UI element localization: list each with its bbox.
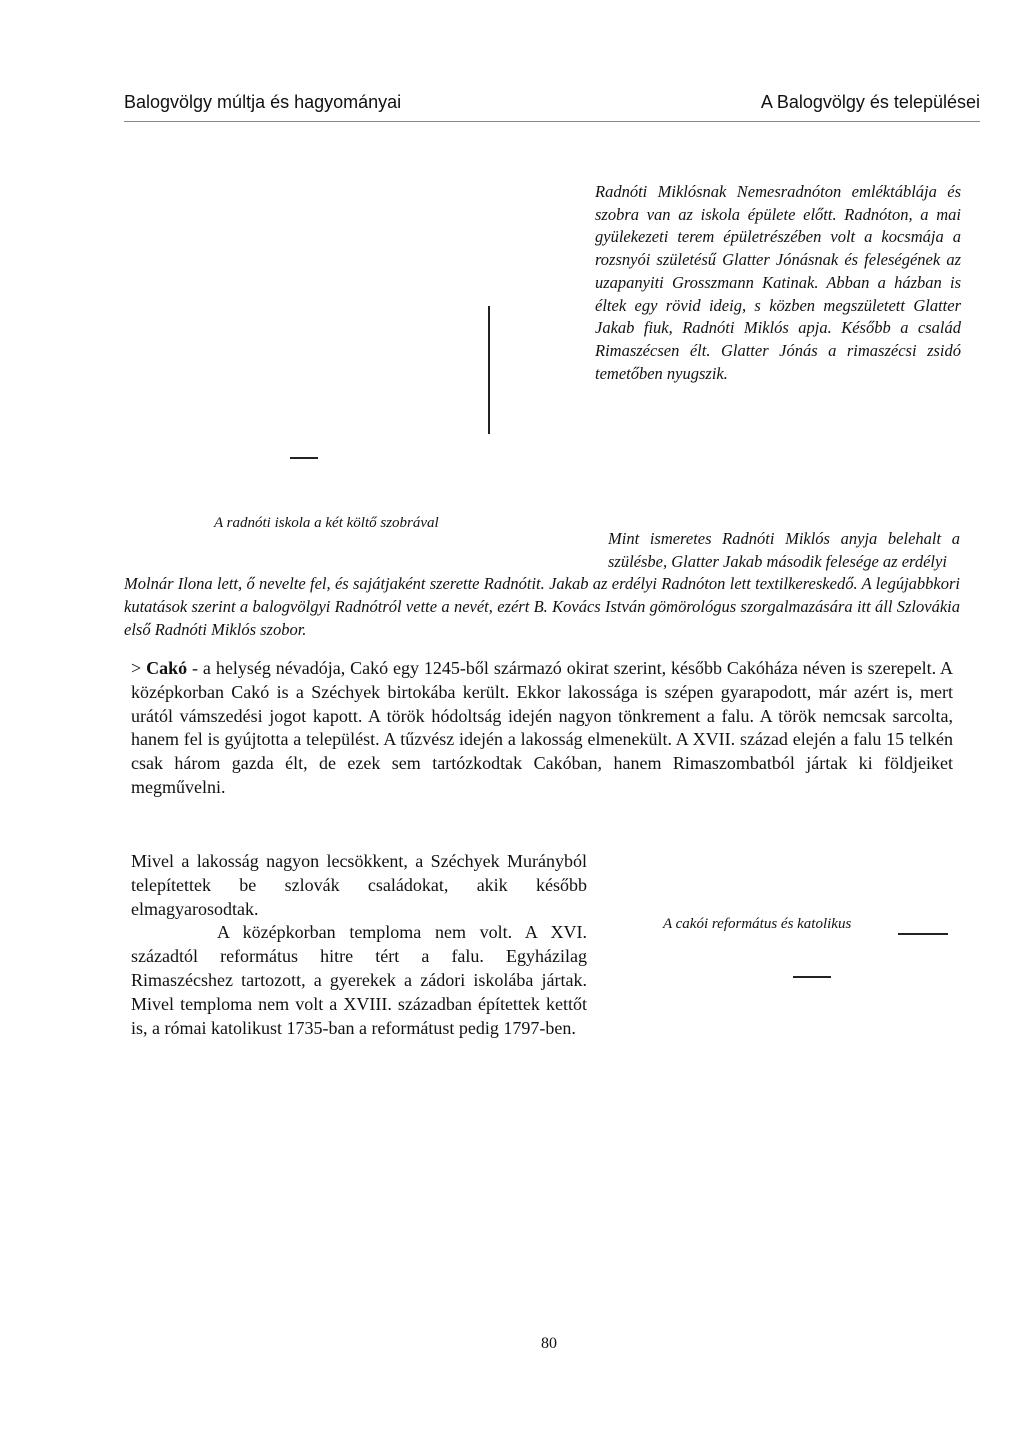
cako-marker: > — [131, 658, 142, 678]
photo-edge-vertical — [488, 306, 490, 434]
cako-column-text — [131, 850, 587, 1040]
cako-settlement-text: Mivel a lakosság nagyon lecsökkent, a Széchyek Murányból telepítettek be szlovák családokat, akik később elmagyarosodtak. — [131, 851, 587, 919]
header-right: A Balogvölgy és települései — [760, 92, 980, 112]
cako-church-text: A középkorban temploma nem volt. A XVI. századtól református hitre tért a falu. Egyházilag Rimaszécshez tartozott, a gyerekek a zádori iskolába jártak. Mivel temploma nem volt a XVIII. században építettek kettőt is, a római katolikust 1735-ban a reformátust pedig 1797-ben. — [131, 922, 587, 1038]
radnoti-continuation-text — [124, 528, 960, 642]
cako-paragraph — [131, 657, 953, 800]
photo-caption-cako-churches: A cakói református és katolikus — [663, 916, 852, 932]
photo-edge-horizontal — [290, 457, 318, 459]
running-header — [124, 92, 980, 113]
radnoti-continuation-first: Mint ismeretes Radnóti Miklós anyja belehalt a szülésbe, Glatter Jakab második felesége az erdélyi — [608, 529, 960, 571]
photo-edge-line-1 — [898, 933, 948, 935]
cako-text: - a helység névadója, Cakó egy 1245-ből származó okirat szerint, később Cakóháza néven is szerepelt. A középkorban Cakó is a Széchyek birtokába került. Ekkor lakossága is szépen gyarapodott, már azért is, mert urától vámszedési jogot kapott. A török hódoltság idején nagyon tönkrement a falu. A török nemcsak sarcolta, hanem fel is gyújtotta a települést. A tűzvész idején a lakosság elmenekült. A XVII. század elején a falu 15 telkén csak három gazda élt, de ezek sem tartózkodtak Cakóban, hanem Rimaszombatból jártak ki földjeiket megművelni. — [131, 658, 954, 797]
header-rule — [124, 121, 980, 122]
cako-heading: Cakó — [146, 658, 188, 678]
header-left: Balogvölgy múltja és hagyományai — [124, 92, 402, 112]
page-number: 80 — [541, 1335, 557, 1352]
radnoti-intro-text: Radnóti Miklósnak Nemesradnóton emléktáblája és szobra van az iskola épülete előtt. Radnóton, a mai gyülekezeti terem épületrészében volt a kocsmája a rozsnyói születésű Glatter Jónásnak és feleségének az uzapanyiti Grosszmann Katinak. Abban a házban is éltek egy rövid ideig, s közben megszületett Glatter Jakab fiuk, Radnóti Miklós apja. Később a család Rimaszécsen élt. Glatter Jónás a rimaszécsi zsidó temetőben nyugszik. — [595, 182, 961, 383]
photo-caption-radnoti-school: A radnóti iskola a két költő szobrával — [214, 515, 439, 531]
photo-edge-line-2 — [793, 976, 831, 978]
radnoti-continuation-rest: Molnár Ilona lett, ő nevelte fel, és sajátjaként szerette Radnótit. Jakab az erdélyi Radnóton lett textilkereskedő. A legújabbkori kutatások szerint a balogvölgyi Radnótról vette a nevét, ezért B. Kovács István gömörológus szorgalmazására itt áll Szlovákia első Radnóti Miklós szobor. — [124, 574, 960, 639]
